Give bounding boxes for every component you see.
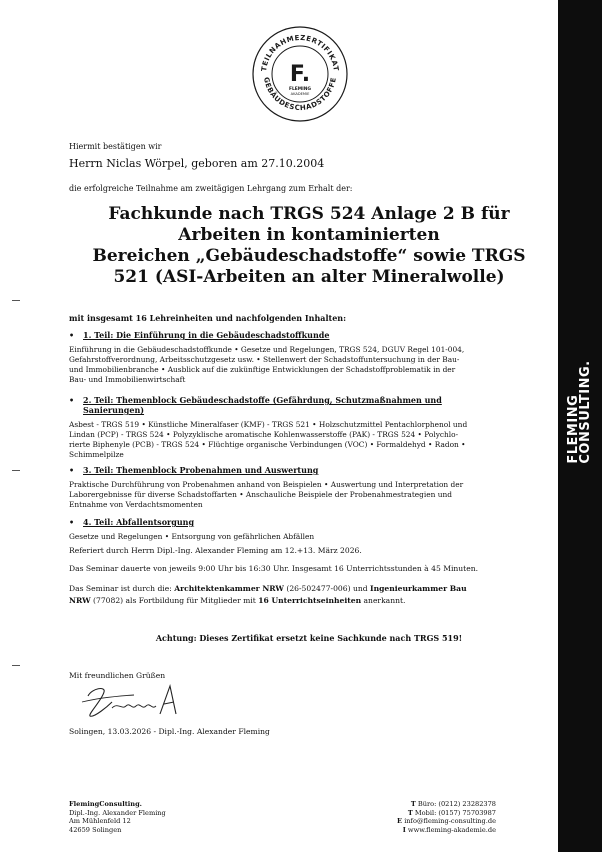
certificate-title xyxy=(69,204,549,288)
footer-street: Am Mühlenfeld 12 xyxy=(69,817,131,826)
footer-address xyxy=(69,800,166,834)
intro-text: die erfolgreiche Teilnahme am zweitägigen Lehrgang zum Erhalt der: xyxy=(69,184,353,193)
footer-phone-mobile: T Mobil: (0157) 75703987 xyxy=(407,808,496,817)
section-4-heading: • 4. Teil: Abfallentsorgung xyxy=(69,517,195,527)
section-3-body: Praktische Durchführung von Probenahmen anhand von Beispielen • Auswertung und Interpretation der Laborergebnisse für diverse Schadstoffarten • Anschauliche Beispiele der Probenahmestrategien und Entnahme von Verdachtsmomenten xyxy=(69,480,464,509)
duration-note: Das Seminar dauerte von jeweils 9:00 Uhr bis 16:30 Uhr. Insgesamt 16 Unterrichtsstunden à 45 Minuten. xyxy=(69,564,479,573)
recipient-name: Herrn Niclas Wörpel, geboren am 27.10.2004 xyxy=(69,157,325,170)
signature-place-date: Solingen, 13.03.2026 - Dipl.-Ing. Alexander Fleming xyxy=(69,727,270,736)
title-line-2: Arbeiten in kontaminierten xyxy=(178,225,440,245)
seal-name-2: AKADEMIE xyxy=(290,92,310,96)
greeting: Hiermit bestätigen wir xyxy=(69,142,162,151)
section-1-body: Einführung in die Gebäudeschadstoffkunde • Gesetze und Regelungen, TRGS 524, DGUV Regel 101-004, Gefahrstoffverordnung, Arbeitsschutzgesetz usw. • Stellenwert der Schadstoffuntersuchung in der Bau- und Immobilienbranche • Ausblick auf die zukünftige Entwicklungen der Schadstoffproblematik in der Bau- und Immobilienwirtschaft xyxy=(69,345,465,384)
fold-mark xyxy=(12,300,20,301)
signature xyxy=(78,680,188,724)
seal-ring-bottom: GEBÄUDESCHADSTOFFE xyxy=(262,76,338,113)
title-line-4: 521 (ASI-Arbeiten an alter Mineralwolle) xyxy=(113,267,505,287)
footer-phone-office: T Büro: (0212) 23282378 xyxy=(410,800,496,808)
warning-notice: Achtung: Dieses Zertifikat ersetzt keine Sachkunde nach TRGS 519! xyxy=(155,633,463,643)
footer-website[interactable]: I www.fleming-akademie.de xyxy=(402,825,496,834)
seal-letter: F. xyxy=(289,62,311,87)
footer-person: Dipl.-Ing. Alexander Fleming xyxy=(69,808,166,817)
section-1-heading: • 1. Teil: Die Einführung in die Gebäudeschadstoffkunde xyxy=(69,330,330,340)
fold-mark xyxy=(12,470,20,471)
fold-mark xyxy=(12,665,20,666)
title-line-3: Bereichen „Gebäudeschadstoffe“ sowie TRGS xyxy=(92,246,526,266)
closing-greeting: Mit freundlichen Grüßen xyxy=(69,671,166,680)
footer-city: 42659 Solingen xyxy=(69,825,122,834)
brand-sidebar xyxy=(558,0,602,852)
section-2-body: Asbest - TRGS 519 • Künstliche Mineralfaser (KMF) - TRGS 521 • Holzschutzmittel Pentachlorphenol und Lindan (PCP) - TRGS 524 • Polyzyklische aromatische Kohlenwasserstoffe (PAK) - TRGS 524 • Polychlo- rierte Biphenyle (PCB) - TRGS 524 • Flüchtige organische Verbindungen (VOC) • Formaldehyd • Radon • Schimmelpilze xyxy=(69,420,468,459)
brand-logo: FLEMING CONSULTING. xyxy=(566,360,593,464)
seal-ring-top: TEILNAHMEZERTIFIKAT xyxy=(260,33,340,72)
contents-intro: mit insgesamt 16 Lehreinheiten und nachfolgenden Inhalten: xyxy=(69,313,347,323)
section-2-heading: • 2. Teil: Themenblock Gebäudeschadstoffe (Gefährdung, Schutzmaßnahmen und Sanierungen) xyxy=(69,395,442,415)
referent-note: Referiert durch Herrn Dipl.-Ing. Alexander Fleming am 12.+13. März 2026. xyxy=(69,546,362,555)
footer-email[interactable]: E info@fleming-consulting.de xyxy=(397,817,496,826)
seal-name-1: FLEMING xyxy=(288,87,312,92)
footer-company: FlemingConsulting. xyxy=(69,800,142,808)
section-3-heading: • 3. Teil: Themenblock Probenahmen und Auswertung xyxy=(69,465,319,475)
accreditation-note: Das Seminar ist durch die: Architektenkammer NRW (26-502477-006) und Ingenieurkammer Bau NRW (77082) als Fortbildung für Mitglieder mit 16 Unterrichtseinheiten anerkannt. xyxy=(69,584,467,605)
footer-contacts xyxy=(397,800,496,834)
certificate-seal xyxy=(252,26,348,122)
section-4-body: Gesetze und Regelungen • Entsorgung von gefährlichen Abfällen xyxy=(69,532,315,541)
title-line-1: Fachkunde nach TRGS 524 Anlage 2 B für xyxy=(108,204,510,224)
